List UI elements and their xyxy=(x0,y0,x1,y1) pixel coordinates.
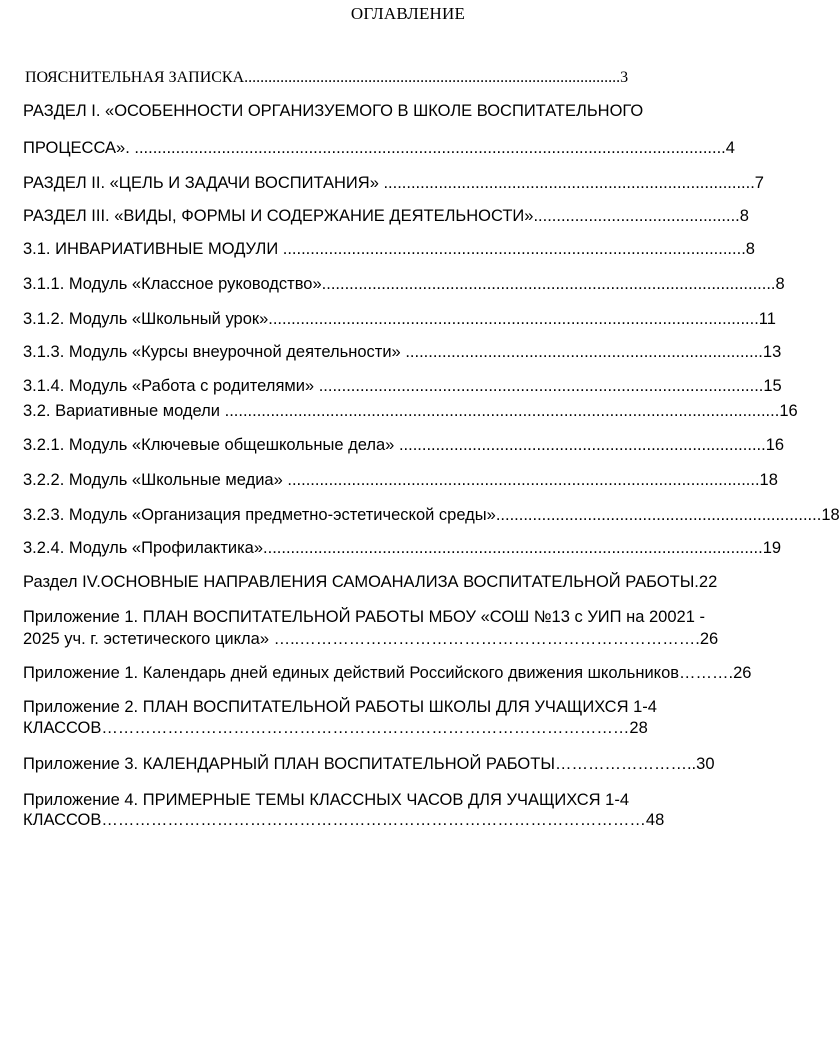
toc-leader: ................................................................................ xyxy=(398,436,766,454)
toc-entry xyxy=(23,207,813,226)
toc-entry xyxy=(23,343,815,362)
toc-page-number: 11 xyxy=(758,310,776,328)
toc-leader: .............................................................................................. xyxy=(244,69,621,86)
toc-entry xyxy=(23,719,815,738)
toc-leader: ..................................................................................................... xyxy=(282,240,746,258)
toc-leader: ............................................. xyxy=(533,207,740,225)
toc-entry-text: 3.2. Вариативные модели xyxy=(23,402,225,420)
toc-page-number: 16 xyxy=(765,436,785,454)
toc-entry-text: РАЗДЕЛ I. «ОСОБЕННОСТИ ОРГАНИЗУЕМОГО В ШКОЛЕ ВОСПИТАТЕЛЬНОГО xyxy=(23,102,644,120)
toc-entry xyxy=(23,573,816,592)
toc-page-number: 30 xyxy=(696,755,715,773)
toc-entry xyxy=(23,630,815,649)
toc-entry-text: РАЗДЕЛ II. «ЦЕЛЬ И ЗАДАЧИ ВОСПИТАНИЯ» xyxy=(23,174,384,192)
toc-page-number: 18 xyxy=(759,471,778,489)
toc-entry-text: Раздел IV.ОСНОВНЫЕ НАПРАВЛЕНИЯ САМОАНАЛИЗА ВОСПИТАТЕЛЬНОЙ РАБОТЫ. xyxy=(23,573,699,591)
toc-entry xyxy=(23,436,815,455)
toc-entry xyxy=(25,69,815,87)
toc-entry-text: Приложение 1. Календарь дней единых действий Российского движения школьников xyxy=(23,664,680,682)
toc-page-number: 7 xyxy=(754,174,764,192)
toc-entry-text: КЛАССОВ xyxy=(23,719,102,737)
toc-page-number: 4 xyxy=(725,139,735,157)
toc-page-number: 3 xyxy=(620,69,629,86)
toc-page-number: 19 xyxy=(762,539,782,557)
toc-entry xyxy=(23,102,813,121)
toc-entry xyxy=(23,471,815,490)
toc-page-number: 8 xyxy=(739,207,749,225)
toc-entry xyxy=(23,402,815,421)
toc-leader: ................................................................................................... xyxy=(321,275,776,293)
toc-entry xyxy=(23,698,815,717)
toc-entry-text: 3.2.3. Модуль «Организация предметно-эстетической среды» xyxy=(23,506,496,524)
toc-entry xyxy=(23,755,815,774)
toc-entry-text: ПОЯСНИТЕЛЬНАЯ ЗАПИСКА xyxy=(25,69,245,86)
toc-leader: ................................................................................................. xyxy=(318,377,764,395)
toc-entry xyxy=(23,174,813,193)
toc-leader: ....................................................................................................... xyxy=(287,471,760,489)
toc-entry xyxy=(23,539,815,558)
toc-page-number: 8 xyxy=(775,275,785,293)
toc-page-number: 18 xyxy=(821,506,840,524)
toc-entry-text: Приложение 4. ПРИМЕРНЫЕ ТЕМЫ КЛАССНЫХ ЧАСОВ ДЛЯ УЧАЩИХСЯ 1-4 xyxy=(23,791,629,809)
toc-leader: ....................................................................... xyxy=(495,506,822,524)
toc-entry-text: 3.1.4. Модуль «Работа с родителями» xyxy=(23,377,319,395)
toc-entry xyxy=(23,811,815,830)
toc-leader: ………………………………………………………………. xyxy=(299,630,700,648)
toc-entry-text: Приложение 3. КАЛЕНДАРНЫЙ ПЛАН ВОСПИТАТЕЛЬНОЙ РАБОТЫ xyxy=(23,755,555,773)
toc-entry-text: КЛАССОВ xyxy=(23,811,102,829)
toc-page-number: 16 xyxy=(779,402,798,420)
toc-leader: ................................................................................. xyxy=(383,174,755,192)
toc-entry xyxy=(23,377,815,396)
toc-entry xyxy=(23,310,815,329)
toc-entry-text: РАЗДЕЛ III. «ВИДЫ, ФОРМЫ И СОДЕРЖАНИЕ ДЕЯТЕЛЬНОСТИ» xyxy=(23,207,534,225)
toc-entry-text: 3.2.4. Модуль «Профилактика» xyxy=(23,539,264,557)
toc-page-number: 28 xyxy=(629,719,648,737)
toc-page-number: 15 xyxy=(763,377,782,395)
toc-page-number: 22 xyxy=(698,573,718,591)
toc-leader: ………. xyxy=(679,664,734,682)
toc-entry xyxy=(23,139,813,158)
toc-entry xyxy=(23,664,815,683)
toc-entry-text: ПРОЦЕССА». xyxy=(23,139,135,157)
toc-leader: …………………………………………………………………………………… xyxy=(101,719,630,737)
toc-entry-text: 3.1.3. Модуль «Курсы внеурочной деятельности» xyxy=(23,343,406,361)
toc-leader: ……………………………………………………………………………………… xyxy=(101,811,646,829)
toc-entry-text: 2025 уч. г. эстетического цикла» ….. xyxy=(23,630,300,648)
toc-entry xyxy=(23,791,815,810)
toc-leader: ........................................................................................................... xyxy=(268,310,759,328)
toc-page-number: 26 xyxy=(733,664,752,682)
toc-page-number: 26 xyxy=(699,630,719,648)
toc-entry xyxy=(23,275,813,294)
toc-page-number: 8 xyxy=(745,240,755,258)
toc-leader: .............................................................................. xyxy=(405,343,763,361)
toc-page-number: 48 xyxy=(645,811,665,829)
document-title: ОГЛАВЛЕНИЕ xyxy=(350,4,466,23)
toc-entry xyxy=(23,240,813,259)
toc-leader: ............................................................................................................. xyxy=(263,539,763,557)
toc-entry-text: 3.2.1. Модуль «Ключевые общешкольные дела» xyxy=(23,436,399,454)
toc-page-number: 13 xyxy=(762,343,782,361)
toc-entry xyxy=(23,506,840,525)
toc-entry-text: 3.1. ИНВАРИАТИВНЫЕ МОДУЛИ xyxy=(23,240,283,258)
toc-entry-text: 3.1.1. Модуль «Классное руководство» xyxy=(23,275,322,293)
toc-entry-text: 3.2.2. Модуль «Школьные медиа» xyxy=(23,471,288,489)
toc-leader: ......................................................................................................................... xyxy=(224,402,780,420)
toc-entry xyxy=(23,608,815,627)
toc-entry-text: Приложение 2. ПЛАН ВОСПИТАТЕЛЬНОЙ РАБОТЫ ШКОЛЫ ДЛЯ УЧАЩИХСЯ 1-4 xyxy=(23,698,657,716)
toc-entry-text: Приложение 1. ПЛАН ВОСПИТАТЕЛЬНОЙ РАБОТЫ МБОУ «СОШ №13 с УИП на 20021 - xyxy=(23,608,705,626)
toc-leader: …………………….. xyxy=(554,755,697,773)
toc-entry-text: 3.1.2. Модуль «Школьный урок» xyxy=(23,310,269,328)
toc-leader: ................................................................................................................................. xyxy=(134,139,726,157)
